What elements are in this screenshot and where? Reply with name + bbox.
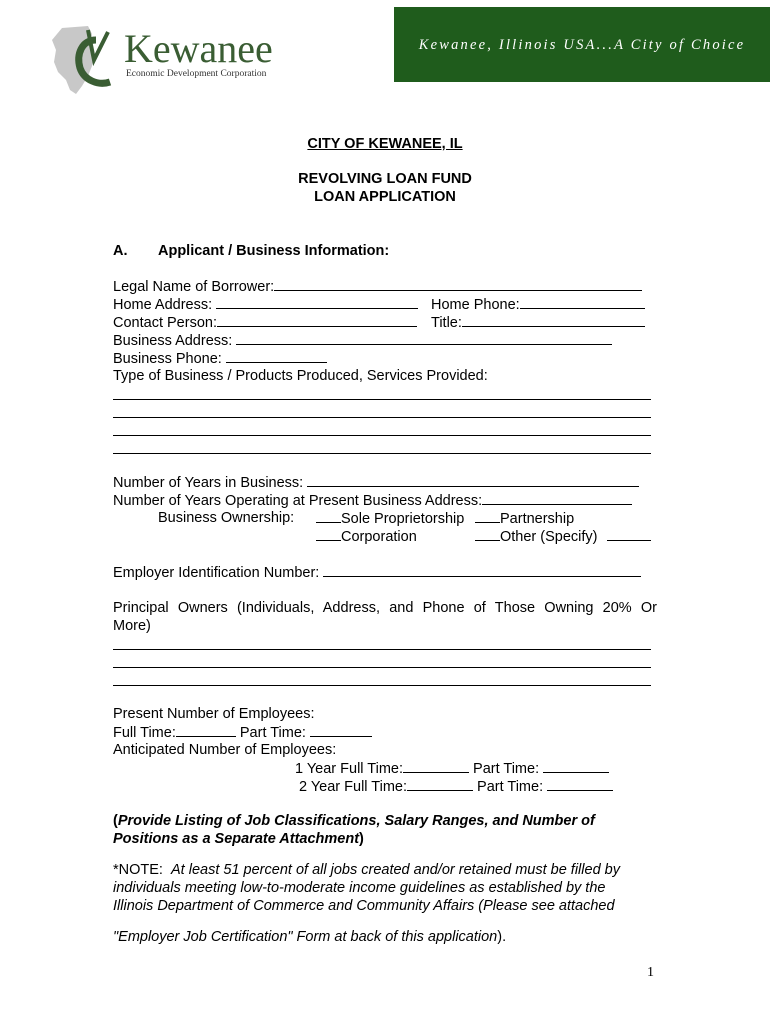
years-at-address-row bbox=[113, 491, 632, 510]
logo-name: Kewanee bbox=[124, 26, 273, 71]
principal-owners-label-cont: More) bbox=[113, 618, 151, 634]
instruction-listing-cont: Positions as a Separate Attachment bbox=[113, 831, 360, 847]
section-letter: A. bbox=[113, 243, 128, 259]
instruction-close-paren: ) bbox=[359, 831, 364, 847]
one-year-part-label: Part Time: bbox=[473, 761, 540, 777]
home-phone-row bbox=[431, 295, 645, 314]
part-time-blank[interactable] bbox=[310, 723, 372, 737]
business-phone-row bbox=[113, 349, 327, 368]
two-year-full-blank[interactable] bbox=[407, 777, 473, 791]
part-time-label: Part Time: bbox=[239, 725, 306, 741]
header-banner bbox=[394, 7, 770, 82]
legal-name-blank[interactable] bbox=[274, 277, 642, 291]
business-address-row bbox=[113, 331, 612, 350]
banner-tagline: Kewanee, Illinois USA...A City of Choice bbox=[418, 37, 746, 53]
page-number: 1 bbox=[647, 965, 654, 980]
contact-person-label: Contact Person: bbox=[113, 315, 217, 331]
two-year-row bbox=[299, 777, 613, 796]
business-ownership-label: Business Ownership: bbox=[158, 510, 295, 526]
title-city-text: CITY OF KEWANEE, IL bbox=[307, 136, 463, 152]
ownership-partnership bbox=[475, 509, 574, 528]
full-time-blank[interactable] bbox=[176, 723, 236, 737]
certification-form-line bbox=[113, 928, 506, 946]
business-phone-label: Business Phone: bbox=[113, 351, 222, 367]
principal-owners-label: Principal Owners (Individuals, Address, and Phone of Those Owning 20% Or bbox=[113, 600, 657, 616]
instruction-open-paren: ( bbox=[113, 813, 118, 829]
one-year-full-label: 1 Year Full Time: bbox=[295, 761, 403, 777]
one-year-part-blank[interactable] bbox=[543, 759, 609, 773]
corporation-label: Corporation bbox=[341, 529, 417, 545]
home-phone-blank[interactable] bbox=[520, 295, 645, 309]
two-year-part-blank[interactable] bbox=[547, 777, 613, 791]
partnership-checkbox[interactable] bbox=[475, 509, 500, 523]
ein-row bbox=[113, 563, 641, 582]
legal-name-row bbox=[113, 277, 642, 296]
logo-subtitle: Economic Development Corporation bbox=[126, 69, 267, 79]
illinois-map-icon bbox=[48, 20, 128, 98]
full-time-label: Full Time: bbox=[113, 725, 176, 741]
title-row bbox=[431, 313, 645, 332]
business-type-line-2[interactable] bbox=[113, 417, 651, 418]
one-year-row bbox=[295, 759, 609, 778]
ownership-other bbox=[475, 527, 651, 546]
section-heading: Applicant / Business Information: bbox=[158, 243, 390, 259]
other-label: Other (Specify) bbox=[500, 529, 598, 545]
principal-owners-line-2[interactable] bbox=[113, 667, 651, 668]
years-at-address-blank[interactable] bbox=[482, 491, 632, 505]
business-type-line-1[interactable] bbox=[113, 399, 651, 400]
type-of-business-label: Type of Business / Products Produced, Services Provided: bbox=[113, 368, 488, 384]
note-label: *NOTE: bbox=[113, 862, 163, 878]
note-text-2: individuals meeting low-to-moderate income guidelines as established by the bbox=[113, 880, 606, 896]
years-in-business-blank[interactable] bbox=[307, 473, 639, 487]
certification-form-tail: at back of this application bbox=[330, 929, 498, 945]
job-listing-instruction-cont bbox=[113, 830, 364, 848]
other-checkbox[interactable] bbox=[475, 527, 500, 541]
note-text-3: Illinois Department of Commerce and Community Affairs (Please see attached bbox=[113, 898, 615, 914]
principal-owners-line-1[interactable] bbox=[113, 649, 651, 650]
contact-person-row bbox=[113, 313, 417, 332]
sole-proprietorship-checkbox[interactable] bbox=[316, 509, 341, 523]
home-phone-label: Home Phone: bbox=[431, 297, 520, 313]
business-type-line-3[interactable] bbox=[113, 435, 651, 436]
corporation-checkbox[interactable] bbox=[316, 527, 341, 541]
title-application: LOAN APPLICATION bbox=[314, 189, 456, 205]
business-type-line-4[interactable] bbox=[113, 453, 651, 454]
job-listing-instruction bbox=[113, 812, 595, 830]
ownership-sole bbox=[316, 509, 464, 528]
contact-person-blank[interactable] bbox=[217, 313, 417, 327]
principal-owners-line-3[interactable] bbox=[113, 685, 651, 686]
note-line-1 bbox=[113, 861, 620, 879]
present-employees-row bbox=[113, 723, 372, 742]
certification-form-end: ). bbox=[497, 929, 507, 945]
kewanee-logo bbox=[48, 20, 278, 98]
ownership-corporation bbox=[316, 527, 417, 546]
other-specify-blank[interactable] bbox=[607, 527, 651, 541]
legal-name-label: Legal Name of Borrower: bbox=[113, 279, 275, 295]
present-employees-label: Present Number of Employees: bbox=[113, 706, 315, 722]
two-year-part-label: Part Time: bbox=[477, 779, 544, 795]
title-label: Title: bbox=[431, 315, 462, 331]
title-city bbox=[0, 135, 770, 153]
partnership-label: Partnership bbox=[500, 511, 575, 527]
ein-blank[interactable] bbox=[323, 563, 641, 577]
years-in-business-label: Number of Years in Business: bbox=[113, 475, 304, 491]
home-address-label: Home Address: bbox=[113, 297, 213, 313]
one-year-full-blank[interactable] bbox=[403, 759, 469, 773]
business-address-label: Business Address: bbox=[113, 333, 233, 349]
certification-form-name: "Employer Job Certification" Form bbox=[113, 929, 331, 945]
title-blank[interactable] bbox=[462, 313, 645, 327]
two-year-full-label: 2 Year Full Time: bbox=[299, 779, 407, 795]
sole-proprietorship-label: Sole Proprietorship bbox=[341, 511, 465, 527]
note-text-1: At least 51 percent of all jobs created and/or retained must be filled by bbox=[171, 862, 620, 878]
business-address-blank[interactable] bbox=[236, 331, 612, 345]
title-fund: REVOLVING LOAN FUND bbox=[298, 171, 472, 187]
ein-label: Employer Identification Number: bbox=[113, 565, 320, 581]
instruction-listing: Provide Listing of Job Classifications, Salary Ranges, and Number of bbox=[117, 813, 595, 829]
home-address-row bbox=[113, 295, 418, 314]
business-phone-blank[interactable] bbox=[226, 349, 327, 363]
years-in-business-row bbox=[113, 473, 639, 492]
home-address-blank[interactable] bbox=[216, 295, 418, 309]
years-at-address-label: Number of Years Operating at Present Business Address: bbox=[113, 493, 483, 509]
anticipated-employees-label: Anticipated Number of Employees: bbox=[113, 742, 337, 758]
